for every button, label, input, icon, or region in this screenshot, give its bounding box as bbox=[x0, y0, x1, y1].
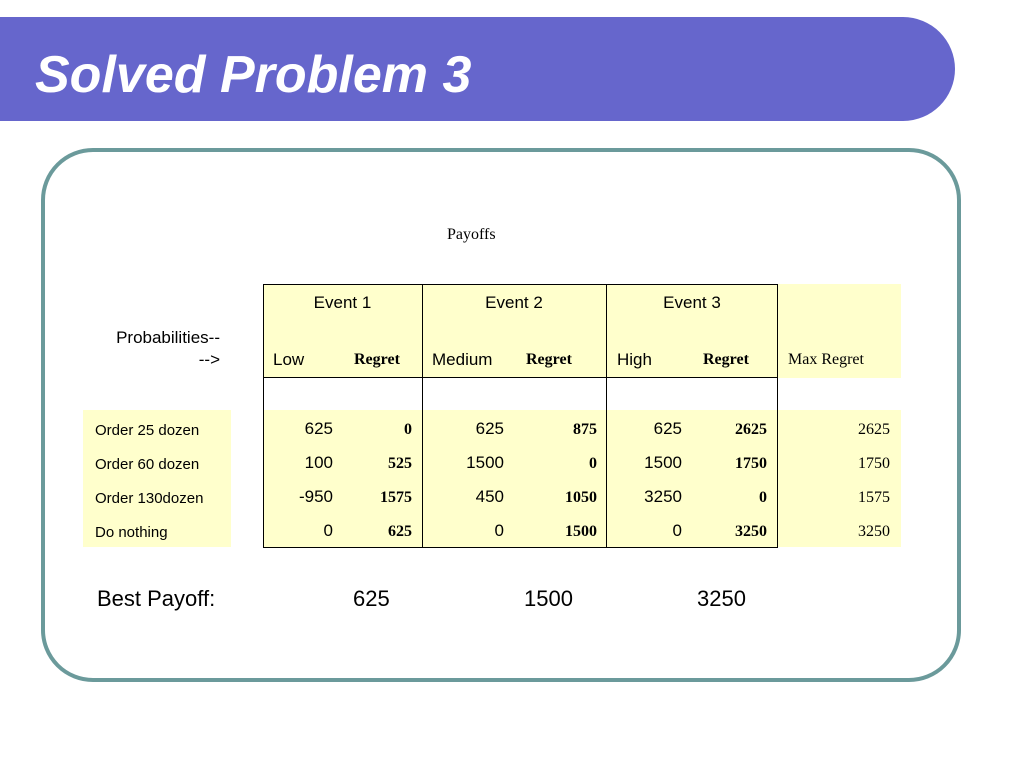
regret-cell: 1050 bbox=[565, 489, 597, 506]
event-3-level: High bbox=[617, 350, 652, 369]
event-2-level: Medium bbox=[432, 350, 493, 369]
regret-cell: 1575 bbox=[380, 489, 412, 506]
slide-title: Solved Problem 3 bbox=[35, 46, 472, 104]
best-payoff-label: Best Payoff: bbox=[97, 586, 216, 611]
payoff-cell: 625 bbox=[653, 419, 682, 438]
row-label: Order 130dozen bbox=[95, 490, 204, 507]
max-regret-header: Max Regret bbox=[788, 351, 864, 368]
header-divider bbox=[263, 377, 778, 378]
regret-cell: 1500 bbox=[565, 523, 597, 540]
event-1-level: Low bbox=[273, 350, 305, 369]
regret-cell: 1750 bbox=[735, 455, 767, 472]
payoff-cell: 1500 bbox=[466, 453, 504, 472]
event-1-regret-header: Regret bbox=[354, 351, 400, 368]
row-label: Order 60 dozen bbox=[95, 456, 200, 473]
payoff-cell: 0 bbox=[323, 521, 333, 540]
event-2-regret-header: Regret bbox=[526, 351, 572, 368]
table-caption: Payoffs bbox=[447, 226, 496, 243]
max-regret-cell: 1575 bbox=[858, 489, 890, 506]
probabilities-label: Probabilities-- --> bbox=[116, 328, 220, 369]
table-divider bbox=[422, 284, 423, 548]
max-regret-cell: 1750 bbox=[858, 455, 890, 472]
payoff-cell: 1500 bbox=[644, 453, 682, 472]
regret-cell: 0 bbox=[759, 489, 767, 506]
payoff-cell: 0 bbox=[672, 521, 682, 540]
regret-cell: 875 bbox=[573, 421, 597, 438]
regret-cell: 2625 bbox=[735, 421, 767, 438]
payoff-cell: 450 bbox=[475, 487, 504, 506]
regret-cell: 0 bbox=[589, 455, 597, 472]
row-label: Do nothing bbox=[95, 524, 168, 541]
event-3-header: Event 3 bbox=[663, 293, 721, 312]
payoff-cell: 3250 bbox=[644, 487, 682, 506]
event-3-regret-header: Regret bbox=[703, 351, 749, 368]
payoff-cell: 625 bbox=[304, 419, 333, 438]
regret-cell: 525 bbox=[388, 455, 412, 472]
regret-cell: 625 bbox=[388, 523, 412, 540]
max-regret-cell: 2625 bbox=[858, 421, 890, 438]
payoff-cell: 100 bbox=[304, 453, 333, 472]
table-divider bbox=[606, 284, 607, 548]
payoff-cell: 0 bbox=[494, 521, 504, 540]
row-label: Order 25 dozen bbox=[95, 422, 200, 439]
payoff-table-border bbox=[263, 284, 778, 548]
max-regret-cell: 3250 bbox=[858, 523, 890, 540]
best-payoff-value: 1500 bbox=[524, 586, 573, 611]
event-1-header: Event 1 bbox=[313, 293, 372, 312]
best-payoff-value: 625 bbox=[353, 586, 390, 611]
payoff-cell: 625 bbox=[475, 419, 504, 438]
event-2-header: Event 2 bbox=[485, 293, 543, 312]
payoff-cell: -950 bbox=[298, 487, 333, 506]
regret-cell: 3250 bbox=[735, 523, 767, 540]
best-payoff-value: 3250 bbox=[697, 586, 746, 611]
regret-cell: 0 bbox=[404, 421, 412, 438]
